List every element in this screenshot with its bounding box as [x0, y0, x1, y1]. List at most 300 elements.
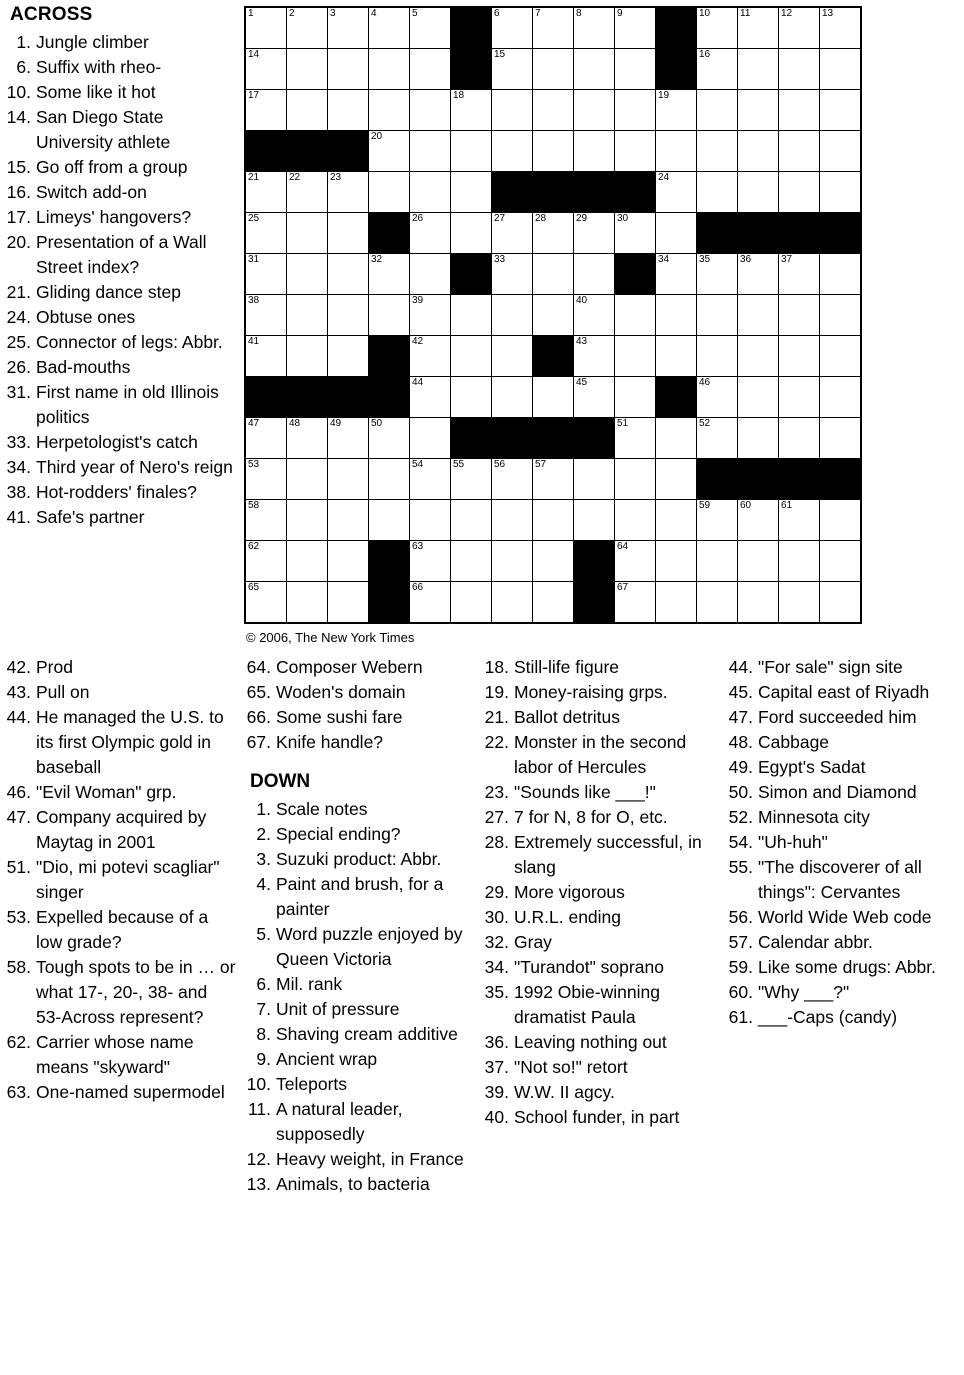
- grid-cell[interactable]: [245, 582, 287, 624]
- grid-cell[interactable]: [410, 418, 451, 459]
- grid-cell[interactable]: [533, 541, 574, 582]
- grid-cell[interactable]: [245, 500, 287, 541]
- grid-cell[interactable]: [451, 295, 492, 336]
- clue-text: First name in old Illinois politics: [36, 382, 219, 427]
- across-clue[interactable]: [6, 80, 236, 105]
- grid-cell[interactable]: [779, 377, 820, 418]
- down-clue[interactable]: [728, 855, 964, 905]
- across-clue[interactable]: [6, 355, 236, 380]
- grid-cell[interactable]: [738, 49, 779, 90]
- grid-cell[interactable]: [779, 500, 820, 541]
- grid-cell[interactable]: [574, 90, 615, 131]
- grid-cell[interactable]: [779, 131, 820, 172]
- grid-cell-number: 45: [576, 377, 588, 388]
- down-clue[interactable]: [246, 997, 478, 1022]
- down-clue[interactable]: [728, 955, 964, 980]
- across-clue[interactable]: [6, 305, 236, 330]
- down-clue[interactable]: [484, 1030, 722, 1055]
- grid-cell[interactable]: [574, 49, 615, 90]
- across-clue[interactable]: [6, 55, 236, 80]
- grid-cell-number: 53: [248, 459, 260, 470]
- clue-text: Calendar abbr.: [758, 932, 873, 952]
- grid-cell[interactable]: [451, 377, 492, 418]
- grid-cell[interactable]: [656, 418, 697, 459]
- grid-cell[interactable]: [779, 49, 820, 90]
- across-clue[interactable]: [246, 655, 478, 680]
- across-clue[interactable]: [6, 705, 236, 780]
- grid-cell[interactable]: [697, 172, 738, 213]
- grid-cell-block: [245, 131, 287, 172]
- down-clue[interactable]: [484, 705, 722, 730]
- down-clue[interactable]: [728, 780, 964, 805]
- grid-cell[interactable]: [533, 295, 574, 336]
- grid-cell[interactable]: [738, 295, 779, 336]
- down-clue[interactable]: [246, 1022, 478, 1047]
- down-clue[interactable]: [728, 805, 964, 830]
- clue-number: 13.: [246, 1174, 271, 1194]
- across-clue[interactable]: [246, 705, 478, 730]
- grid-cell[interactable]: [820, 377, 862, 418]
- grid-cell[interactable]: [451, 336, 492, 377]
- grid-cell[interactable]: [410, 131, 451, 172]
- grid-cell[interactable]: [533, 254, 574, 295]
- grid-row: [245, 582, 861, 624]
- grid-cell[interactable]: [615, 131, 656, 172]
- grid-cell[interactable]: [574, 131, 615, 172]
- grid-cell[interactable]: [738, 336, 779, 377]
- clue-number: 52.: [728, 807, 753, 827]
- clue-text: He managed the U.S. to its first Olympic gold in baseball: [36, 707, 224, 777]
- grid-cell[interactable]: [820, 49, 862, 90]
- down-clue[interactable]: [484, 1105, 722, 1130]
- grid-cell[interactable]: [369, 418, 410, 459]
- grid-cell[interactable]: [245, 49, 287, 90]
- down-clue[interactable]: [246, 847, 478, 872]
- grid-cell[interactable]: [820, 295, 862, 336]
- grid-cell[interactable]: [369, 172, 410, 213]
- down-clue[interactable]: [484, 655, 722, 680]
- grid-cell[interactable]: [738, 172, 779, 213]
- grid-cell[interactable]: [492, 7, 533, 49]
- grid-cell[interactable]: [820, 172, 862, 213]
- clue-number: 11.: [247, 1099, 271, 1119]
- grid-cell[interactable]: [779, 7, 820, 49]
- across-clue[interactable]: [6, 655, 236, 680]
- grid-cell[interactable]: [492, 336, 533, 377]
- grid-cell[interactable]: [574, 295, 615, 336]
- grid-cell[interactable]: [245, 7, 287, 49]
- grid-cell[interactable]: [410, 254, 451, 295]
- across-clue[interactable]: [6, 680, 236, 705]
- grid-cell[interactable]: [615, 418, 656, 459]
- down-clue[interactable]: [484, 955, 722, 980]
- across-clue[interactable]: [6, 205, 236, 230]
- across-clue[interactable]: [6, 505, 236, 530]
- clue-text: W.W. II agcy.: [514, 1082, 615, 1102]
- grid-cell[interactable]: [245, 459, 287, 500]
- grid-cell[interactable]: [410, 90, 451, 131]
- grid-cell[interactable]: [245, 541, 287, 582]
- down-clue[interactable]: [728, 930, 964, 955]
- grid-cell[interactable]: [328, 254, 369, 295]
- grid-cell[interactable]: [492, 377, 533, 418]
- grid-cell[interactable]: [328, 90, 369, 131]
- grid-cell[interactable]: [369, 295, 410, 336]
- down-clue[interactable]: [246, 1072, 478, 1097]
- grid-cell[interactable]: [451, 500, 492, 541]
- grid-cell[interactable]: [820, 418, 862, 459]
- clue-number: 42.: [6, 657, 31, 677]
- grid-cell[interactable]: [615, 500, 656, 541]
- down-clue[interactable]: [728, 730, 964, 755]
- grid-cell[interactable]: [369, 90, 410, 131]
- across-clue[interactable]: [246, 730, 478, 755]
- grid-cell[interactable]: [615, 213, 656, 254]
- grid-cell[interactable]: [656, 500, 697, 541]
- grid-cell[interactable]: [697, 7, 738, 49]
- grid-cell[interactable]: [738, 541, 779, 582]
- grid-cell[interactable]: [820, 582, 862, 624]
- grid-cell[interactable]: [245, 213, 287, 254]
- grid-cell[interactable]: [656, 90, 697, 131]
- grid-cell[interactable]: [738, 131, 779, 172]
- grid-cell[interactable]: [410, 172, 451, 213]
- grid-cell[interactable]: [779, 336, 820, 377]
- grid-cell[interactable]: [287, 336, 328, 377]
- grid-cell-block: [697, 459, 738, 500]
- across-clue[interactable]: [6, 455, 236, 480]
- grid-cell[interactable]: [451, 172, 492, 213]
- grid-cell[interactable]: [615, 582, 656, 624]
- grid-cell[interactable]: [369, 131, 410, 172]
- grid-cell[interactable]: [656, 295, 697, 336]
- down-clue[interactable]: [484, 730, 722, 780]
- grid-cell[interactable]: [820, 131, 862, 172]
- grid-cell[interactable]: [328, 172, 369, 213]
- across-clue[interactable]: [6, 180, 236, 205]
- grid-cell[interactable]: [492, 459, 533, 500]
- grid-cell[interactable]: [369, 49, 410, 90]
- grid-cell[interactable]: [245, 254, 287, 295]
- across-clue[interactable]: [6, 105, 236, 155]
- grid-cell[interactable]: [451, 459, 492, 500]
- across-clue[interactable]: [6, 380, 236, 430]
- down-clue[interactable]: [246, 1097, 478, 1147]
- grid-cell[interactable]: [328, 336, 369, 377]
- grid-cell[interactable]: [492, 254, 533, 295]
- grid-cell[interactable]: [451, 90, 492, 131]
- clue-number: 45.: [728, 682, 753, 702]
- grid-cell[interactable]: [697, 49, 738, 90]
- grid-cell[interactable]: [287, 541, 328, 582]
- down-clue[interactable]: [246, 1172, 478, 1197]
- down-clue[interactable]: [484, 805, 722, 830]
- grid-cell[interactable]: [697, 295, 738, 336]
- down-clue[interactable]: [728, 705, 964, 730]
- grid-cell[interactable]: [697, 418, 738, 459]
- grid-cell[interactable]: [820, 90, 862, 131]
- grid-cell[interactable]: [697, 582, 738, 624]
- grid-cell[interactable]: [656, 131, 697, 172]
- across-clue[interactable]: [6, 855, 236, 905]
- clue-number: 40.: [484, 1107, 509, 1127]
- grid-cell[interactable]: [410, 500, 451, 541]
- across-clue[interactable]: [6, 805, 236, 855]
- across-clue[interactable]: [6, 280, 236, 305]
- grid-cell[interactable]: [451, 131, 492, 172]
- grid-cell[interactable]: [245, 90, 287, 131]
- grid-cell[interactable]: [369, 254, 410, 295]
- down-clue[interactable]: [246, 1147, 478, 1172]
- down-clue[interactable]: [246, 972, 478, 997]
- grid-cell[interactable]: [245, 336, 287, 377]
- crossword-grid[interactable]: [244, 6, 862, 624]
- grid-cell-block: [738, 213, 779, 254]
- down-clue[interactable]: [728, 980, 964, 1005]
- across-clue[interactable]: [6, 480, 236, 505]
- across-clue[interactable]: [6, 230, 236, 280]
- grid-cell[interactable]: [287, 500, 328, 541]
- grid-cell[interactable]: [533, 582, 574, 624]
- down-clue[interactable]: [484, 780, 722, 805]
- grid-cell[interactable]: [287, 582, 328, 624]
- grid-cell[interactable]: [574, 213, 615, 254]
- across-clue[interactable]: [246, 680, 478, 705]
- down-clue[interactable]: [728, 830, 964, 855]
- down-clue[interactable]: [484, 1080, 722, 1105]
- clue-number: 58.: [6, 957, 31, 977]
- grid-cell[interactable]: [574, 336, 615, 377]
- grid-cell[interactable]: [656, 459, 697, 500]
- grid-cell[interactable]: [451, 541, 492, 582]
- grid-cell[interactable]: [533, 213, 574, 254]
- clue-text: "Turandot" soprano: [514, 957, 664, 977]
- clue-number: 1.: [16, 32, 31, 52]
- grid-cell[interactable]: [533, 49, 574, 90]
- grid-cell[interactable]: [287, 7, 328, 49]
- grid-cell[interactable]: [328, 49, 369, 90]
- grid-cell[interactable]: [328, 295, 369, 336]
- clue-number: 47.: [728, 707, 753, 727]
- grid-row: [245, 90, 861, 131]
- down-clue[interactable]: [728, 680, 964, 705]
- grid-cell[interactable]: [615, 90, 656, 131]
- down-clue[interactable]: [728, 655, 964, 680]
- grid-row: [245, 377, 861, 418]
- grid-cell[interactable]: [245, 172, 287, 213]
- grid-cell[interactable]: [492, 582, 533, 624]
- grid-cell[interactable]: [697, 541, 738, 582]
- grid-cell-number: 3: [330, 8, 336, 19]
- grid-cell[interactable]: [779, 418, 820, 459]
- grid-cell[interactable]: [820, 336, 862, 377]
- grid-cell-number: 64: [617, 541, 629, 552]
- grid-cell[interactable]: [738, 377, 779, 418]
- grid-cell[interactable]: [738, 418, 779, 459]
- grid-cell[interactable]: [779, 541, 820, 582]
- grid-cell[interactable]: [820, 7, 862, 49]
- grid-cell[interactable]: [533, 131, 574, 172]
- grid-cell[interactable]: [615, 49, 656, 90]
- down-clue[interactable]: [484, 880, 722, 905]
- grid-cell[interactable]: [410, 295, 451, 336]
- down-clue[interactable]: [246, 872, 478, 922]
- down-clue-list-1: [246, 797, 478, 1197]
- grid-cell[interactable]: [492, 500, 533, 541]
- grid-cell[interactable]: [328, 459, 369, 500]
- grid-cell-block: [574, 541, 615, 582]
- clue-text: Unit of pressure: [276, 999, 400, 1019]
- across-clue[interactable]: [6, 955, 236, 1030]
- grid-cell[interactable]: [533, 500, 574, 541]
- across-clue[interactable]: [6, 330, 236, 355]
- grid-cell[interactable]: [451, 213, 492, 254]
- down-clue[interactable]: [484, 830, 722, 880]
- across-clue[interactable]: [6, 155, 236, 180]
- grid-cell[interactable]: [779, 172, 820, 213]
- down-clue[interactable]: [246, 797, 478, 822]
- grid-cell[interactable]: [410, 213, 451, 254]
- grid-cell[interactable]: [492, 49, 533, 90]
- grid-cell[interactable]: [574, 254, 615, 295]
- grid-cell[interactable]: [697, 254, 738, 295]
- down-clue[interactable]: [484, 905, 722, 930]
- down-clue[interactable]: [246, 822, 478, 847]
- grid-cell[interactable]: [328, 582, 369, 624]
- grid-cell[interactable]: [410, 336, 451, 377]
- grid-cell[interactable]: [738, 582, 779, 624]
- grid-cell[interactable]: [328, 500, 369, 541]
- grid-cell[interactable]: [492, 541, 533, 582]
- grid-cell[interactable]: [328, 541, 369, 582]
- grid-cell[interactable]: [738, 254, 779, 295]
- clue-text: Gray: [514, 932, 552, 952]
- down-clue[interactable]: [484, 680, 722, 705]
- grid-cell[interactable]: [287, 49, 328, 90]
- grid-cell[interactable]: [533, 377, 574, 418]
- grid-cell[interactable]: [492, 213, 533, 254]
- grid-cell[interactable]: [820, 541, 862, 582]
- across-clue[interactable]: [6, 1080, 236, 1105]
- down-clue[interactable]: [728, 755, 964, 780]
- across-clue[interactable]: [6, 905, 236, 955]
- across-clue[interactable]: [6, 30, 236, 55]
- across-clue[interactable]: [6, 430, 236, 455]
- down-clue[interactable]: [484, 980, 722, 1030]
- grid-cell[interactable]: [697, 336, 738, 377]
- grid-cell[interactable]: [738, 500, 779, 541]
- grid-cell[interactable]: [410, 377, 451, 418]
- grid-cell[interactable]: [574, 459, 615, 500]
- grid-cell[interactable]: [287, 459, 328, 500]
- grid-cell[interactable]: [369, 500, 410, 541]
- grid-cell[interactable]: [697, 377, 738, 418]
- grid-cell[interactable]: [410, 582, 451, 624]
- grid-cell[interactable]: [492, 90, 533, 131]
- grid-cell[interactable]: [287, 418, 328, 459]
- down-clue[interactable]: [246, 922, 478, 972]
- grid-cell[interactable]: [779, 582, 820, 624]
- grid-cell[interactable]: [533, 7, 574, 49]
- grid-cell[interactable]: [410, 7, 451, 49]
- grid-cell[interactable]: [779, 254, 820, 295]
- across-clue[interactable]: [6, 780, 236, 805]
- grid-cell[interactable]: [615, 7, 656, 49]
- grid-cell[interactable]: [738, 90, 779, 131]
- down-clue[interactable]: [728, 1005, 964, 1030]
- grid-cell[interactable]: [656, 254, 697, 295]
- down-clue[interactable]: [728, 905, 964, 930]
- grid-cell[interactable]: [656, 582, 697, 624]
- grid-cell[interactable]: [245, 295, 287, 336]
- grid-cell[interactable]: [328, 213, 369, 254]
- down-clue[interactable]: [484, 930, 722, 955]
- grid-cell[interactable]: [533, 90, 574, 131]
- grid-cell[interactable]: [492, 131, 533, 172]
- grid-cell[interactable]: [779, 90, 820, 131]
- grid-cell[interactable]: [369, 459, 410, 500]
- clue-number: 56.: [728, 907, 753, 927]
- grid-cell[interactable]: [656, 172, 697, 213]
- grid-cell[interactable]: [615, 377, 656, 418]
- grid-cell[interactable]: [287, 213, 328, 254]
- grid-cell[interactable]: [451, 582, 492, 624]
- grid-cell[interactable]: [574, 500, 615, 541]
- grid-cell[interactable]: [697, 131, 738, 172]
- down-clue[interactable]: [484, 1055, 722, 1080]
- grid-cell[interactable]: [287, 295, 328, 336]
- grid-cell[interactable]: [656, 336, 697, 377]
- down-clue[interactable]: [246, 1047, 478, 1072]
- clue-number: 9.: [256, 1049, 271, 1069]
- grid-cell[interactable]: [492, 295, 533, 336]
- grid-cell-number: 34: [658, 254, 670, 265]
- grid-cell[interactable]: [410, 459, 451, 500]
- clue-text: Carrier whose name means "skyward": [36, 1032, 194, 1077]
- grid-cell[interactable]: [656, 541, 697, 582]
- grid-cell[interactable]: [820, 254, 862, 295]
- grid-cell[interactable]: [615, 459, 656, 500]
- grid-cell[interactable]: [328, 7, 369, 49]
- grid-cell[interactable]: [615, 541, 656, 582]
- grid-cell[interactable]: [656, 213, 697, 254]
- copyright-notice: © 2006, The New York Times: [246, 630, 415, 645]
- grid-cell[interactable]: [410, 541, 451, 582]
- grid-cell-number: 38: [248, 295, 260, 306]
- grid-cell-number: 33: [494, 254, 506, 265]
- grid-cell[interactable]: [615, 295, 656, 336]
- grid-cell[interactable]: [697, 500, 738, 541]
- grid-cell[interactable]: [287, 172, 328, 213]
- grid-cell[interactable]: [410, 49, 451, 90]
- grid-cell[interactable]: [287, 254, 328, 295]
- grid-cell[interactable]: [820, 500, 862, 541]
- grid-cell[interactable]: [574, 377, 615, 418]
- grid-cell[interactable]: [574, 7, 615, 49]
- across-clue[interactable]: [6, 1030, 236, 1080]
- grid-cell[interactable]: [738, 7, 779, 49]
- grid-cell[interactable]: [779, 295, 820, 336]
- grid-cell[interactable]: [287, 90, 328, 131]
- grid-cell[interactable]: [615, 336, 656, 377]
- grid-cell-number: 63: [412, 541, 424, 552]
- grid-cell[interactable]: [533, 459, 574, 500]
- grid-cell[interactable]: [697, 90, 738, 131]
- grid-cell[interactable]: [245, 418, 287, 459]
- grid-cell[interactable]: [328, 418, 369, 459]
- grid-cell[interactable]: [369, 7, 410, 49]
- clue-text: "Why ___?": [758, 982, 850, 1002]
